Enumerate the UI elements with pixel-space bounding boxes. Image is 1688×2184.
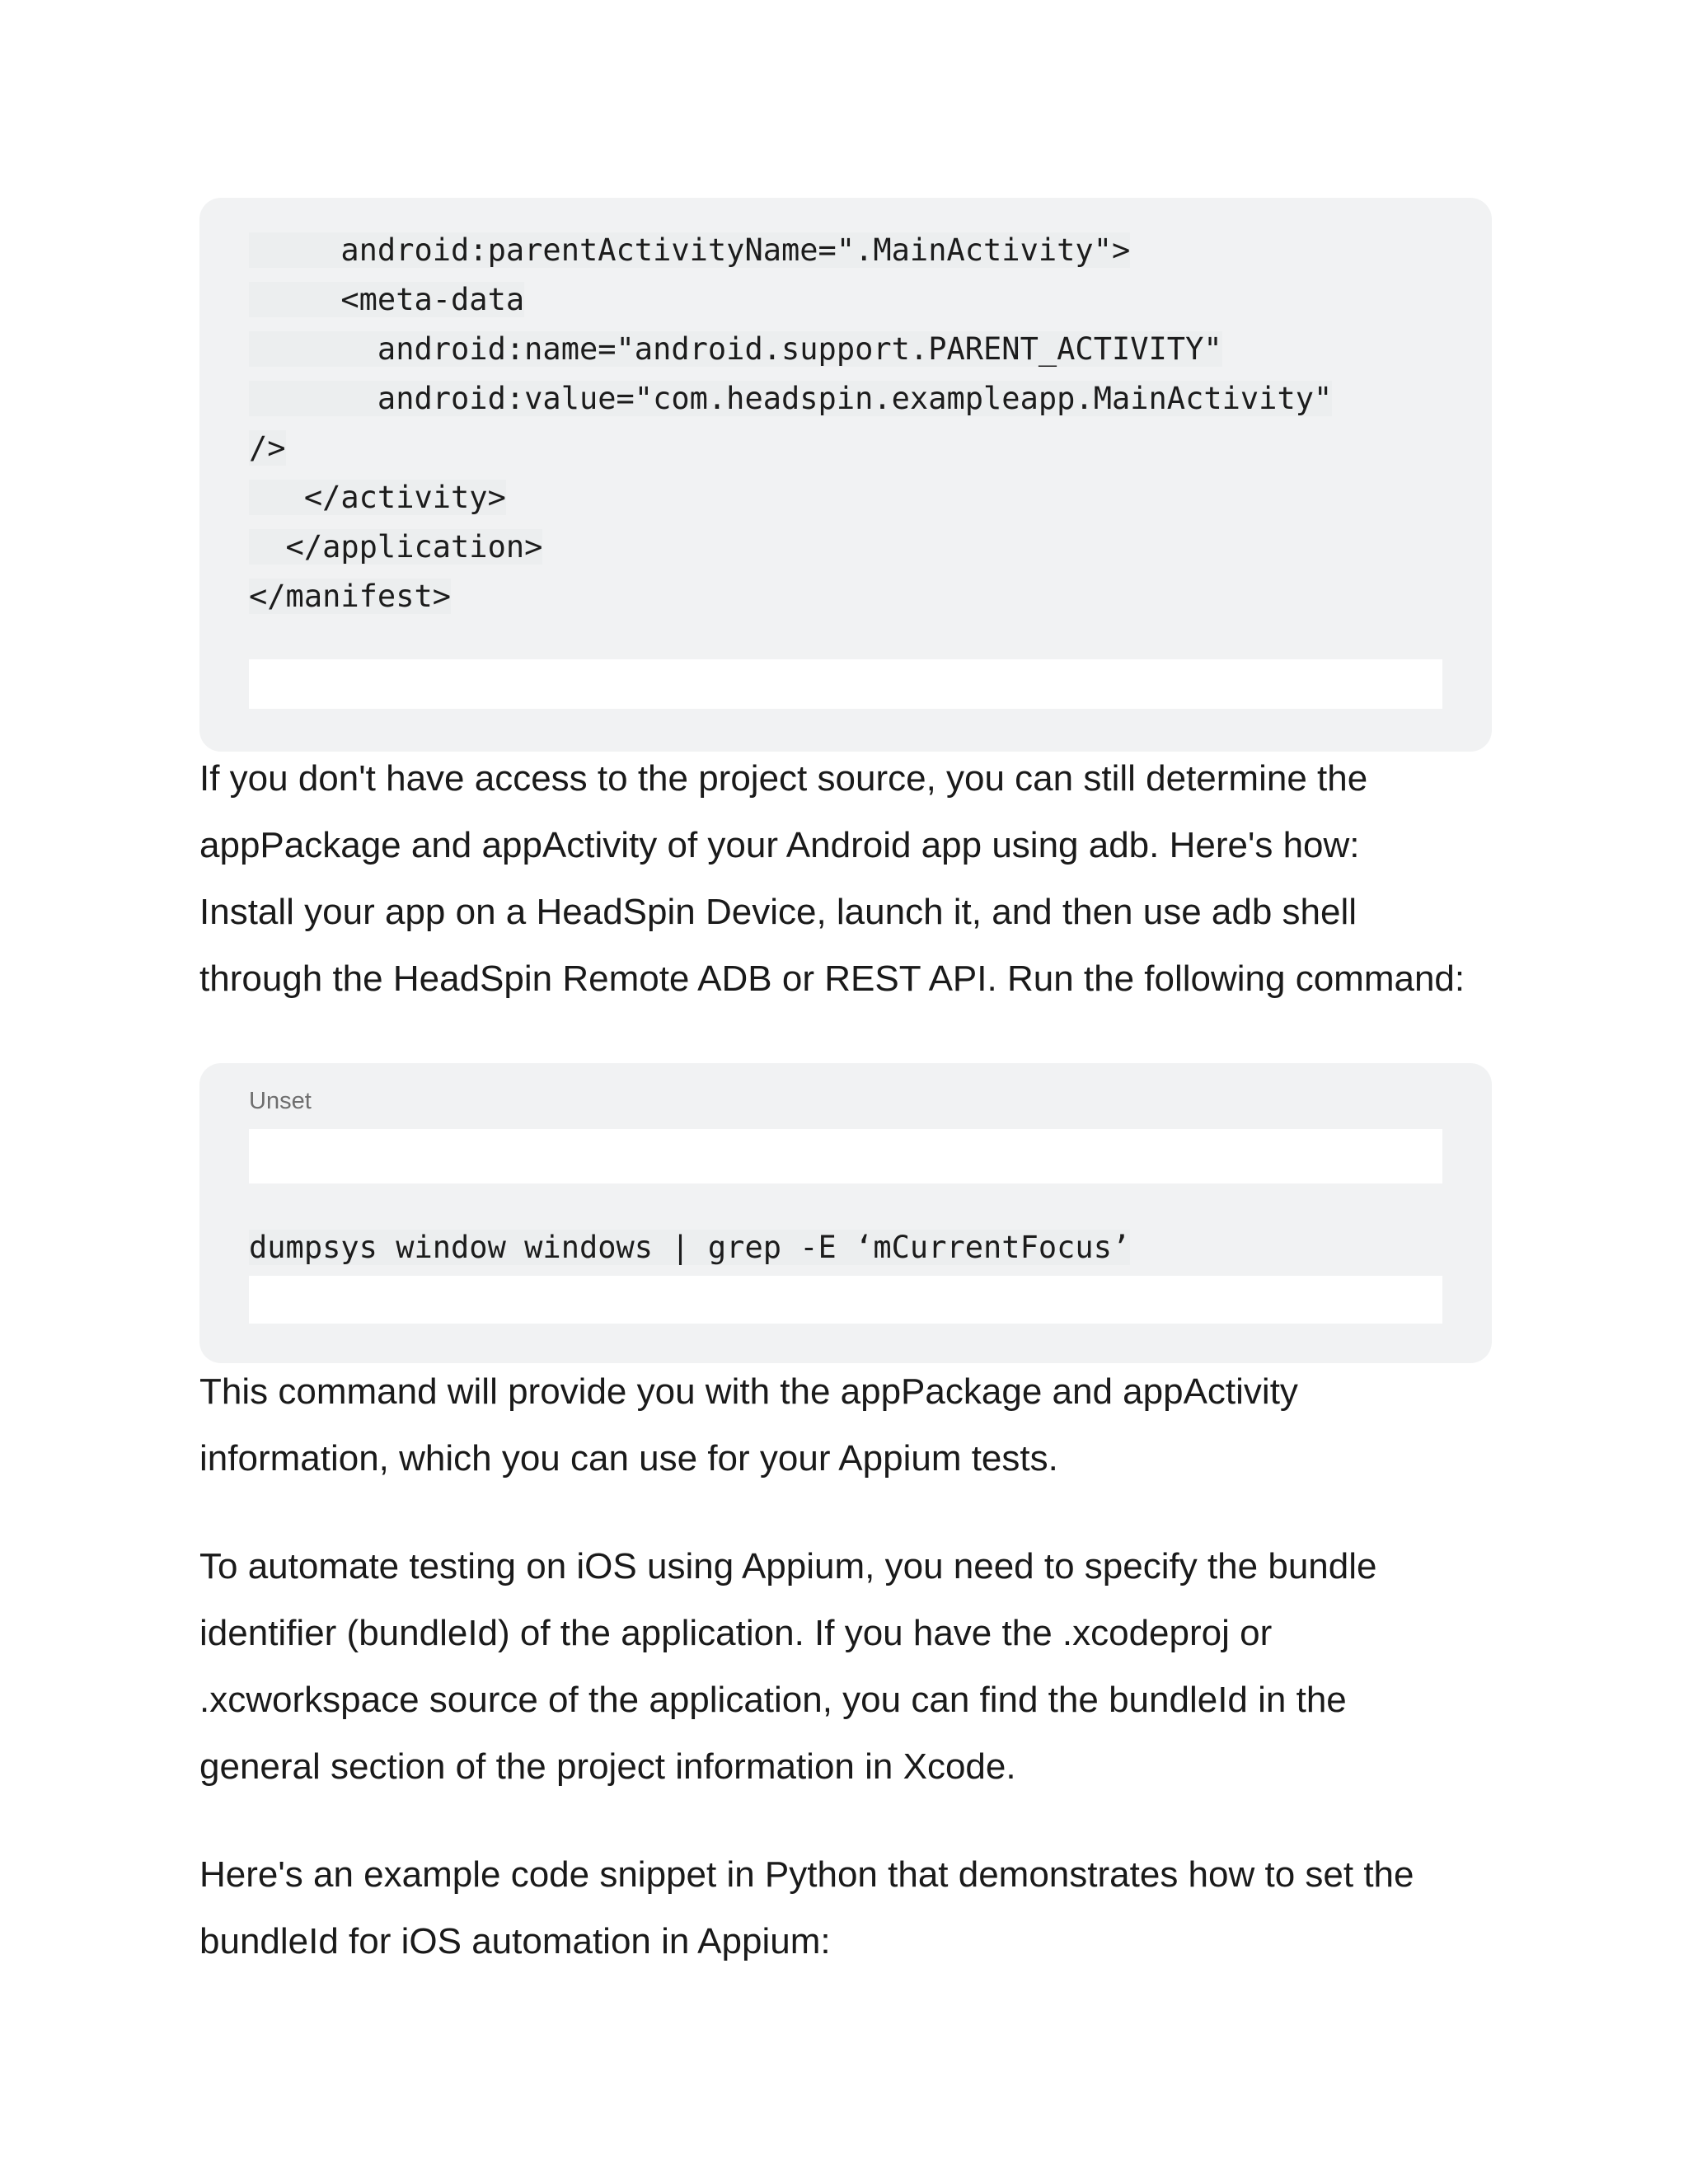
code-blank-line <box>249 1276 1442 1324</box>
code-line: </application> <box>249 529 543 565</box>
text-line: through the HeadSpin Remote ADB or REST API. Run the following command: <box>199 958 1465 999</box>
text-line: To automate testing on iOS using Appium, you need to specify the bundle <box>199 1546 1377 1586</box>
code-line: <meta-data <box>249 282 525 317</box>
text-line: Install your app on a HeadSpin Device, launch it, and then use adb shell <box>199 892 1357 932</box>
code-blank-line <box>249 659 1442 709</box>
text-line: If you don't have access to the project source, you can still determine the <box>199 758 1368 799</box>
code-blank-line <box>249 1129 1442 1183</box>
text-line: bundleId for iOS automation in Appium: <box>199 1921 831 1961</box>
paragraph-adb-intro <box>199 745 1518 1012</box>
text-line: information, which you can use for your Appium tests. <box>199 1438 1058 1479</box>
manifest-code-block <box>199 198 1492 752</box>
code-line: android:value="com.headspin.exampleapp.MainActivity" <box>249 381 1333 416</box>
text-line: identifier (bundleId) of the application. If you have the .xcodeproj or <box>199 1613 1273 1653</box>
code-line: </manifest> <box>249 579 452 614</box>
text-line: .xcworkspace source of the application, you can find the bundleId in the <box>199 1680 1347 1720</box>
adb-command-code-block <box>199 1063 1492 1363</box>
code-line: dumpsys window windows | grep -E ‘mCurrentFocus’ <box>249 1230 1131 1265</box>
text-line: general section of the project information in Xcode. <box>199 1746 1016 1787</box>
text-line: This command will provide you with the appPackage and appActivity <box>199 1371 1298 1412</box>
paragraph-ios-bundle-id <box>199 1533 1518 1800</box>
code-line: </activity> <box>249 480 506 515</box>
paragraph-command-result <box>199 1358 1518 1492</box>
code-language-label: Unset <box>249 1088 312 1114</box>
paragraph-python-example <box>199 1841 1518 1975</box>
code-line: /> <box>249 430 286 466</box>
text-line: Here's an example code snippet in Python that demonstrates how to set the <box>199 1854 1414 1895</box>
code-line: android:parentActivityName=".MainActivity"> <box>249 232 1131 268</box>
code-line: android:name="android.support.PARENT_ACTIVITY" <box>249 331 1222 367</box>
text-line: appPackage and appActivity of your Android app using adb. Here's how: <box>199 825 1360 865</box>
